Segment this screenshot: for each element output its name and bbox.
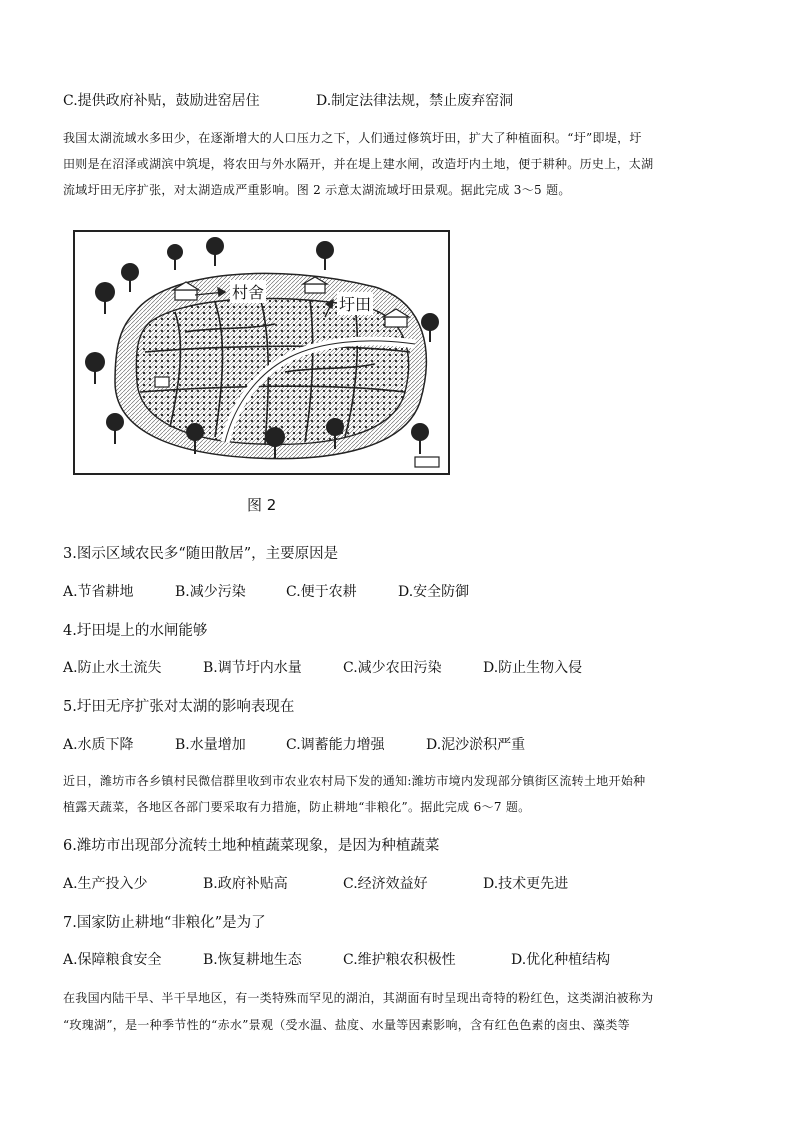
passage1-line1: 我国太湖流域水多田少，在逐渐增大的人口压力之下，人们通过修筑圩田，扩大了种植面积。“圩”即堤，圩 [63,131,642,145]
label-polder: 圩田 [337,292,373,315]
figure-caption: 图 2 [247,496,277,514]
question-7-option-d[interactable]: D.优化种植结构 [511,952,611,968]
question-4-option-d[interactable]: D.防止生物入侵 [483,660,583,676]
question-7-option-c[interactable]: C.维护粮农积极性 [343,952,456,968]
passage2-line1: 近日，潍坊市各乡镇村民微信群里收到市农业农村局下发的通知:潍坊市境内发现部分镇街区流转土地开始种 [63,774,646,788]
question-5-option-c[interactable]: C.调蓄能力增强 [286,737,385,753]
polder-illustration [75,232,448,473]
question-3-option-c[interactable]: C.便于农耕 [286,584,357,600]
polder-landscape-figure [73,230,450,475]
passage3-line1: 在我国内陆干旱、半干旱地区，有一类特殊而罕见的湖泊，其湖面有时呈现出奇特的粉红色，这类湖泊被称为 [63,991,654,1005]
question-7-option-b[interactable]: B.恢复耕地生态 [203,952,302,968]
question-6-option-b[interactable]: B.政府补贴高 [203,876,288,892]
question-5-option-b[interactable]: B.水量增加 [175,737,246,753]
option-d-prev: D.制定法律法规，禁止废弃窑洞 [316,93,514,109]
label-village: 村舍 [230,280,266,303]
question-6-stem: 6.潍坊市出现部分流转土地种植蔬菜现象，是因为种植蔬菜 [63,838,440,854]
question-5-option-d[interactable]: D.泥沙淤积严重 [426,737,526,753]
question-4-option-c[interactable]: C.减少农田污染 [343,660,442,676]
question-5-stem: 5.圩田无序扩张对太湖的影响表现在 [63,699,295,715]
question-4-option-a[interactable]: A.防止水土流失 [63,660,162,676]
question-4-stem: 4.圩田堤上的水闸能够 [63,623,208,639]
passage3-line2: “玫瑰湖”，是一种季节性的“赤水”景观（受水温、盐度、水量等因素影响，含有红色色素的卤虫、藻类等 [63,1018,630,1032]
question-3-option-a[interactable]: A.节省耕地 [63,584,134,600]
question-5-option-a[interactable]: A.水质下降 [63,737,134,753]
question-4-option-b[interactable]: B.调节圩内水量 [203,660,302,676]
question-3-option-b[interactable]: B.减少污染 [175,584,246,600]
question-6-option-a[interactable]: A.生产投入少 [63,876,148,892]
question-3-option-d[interactable]: D.安全防御 [398,584,470,600]
question-3-stem: 3.图示区域农民多“随田散居”，主要原因是 [63,546,339,562]
option-c-prev: C.提供政府补贴，鼓励进窑居住 [63,93,260,109]
question-7-option-a[interactable]: A.保障粮食安全 [63,952,162,968]
question-6-option-c[interactable]: C.经济效益好 [343,876,428,892]
passage2-line2: 植露天蔬菜，各地区各部门要采取有力措施，防止耕地“非粮化”。据此完成 6～7 题。 [63,800,531,814]
passage1-line3: 流域圩田无序扩张，对太湖造成严重影响。图 2 示意太湖流域圩田景观。据此完成 3～5 题。 [63,183,571,197]
question-6-option-d[interactable]: D.技术更先进 [483,876,569,892]
passage1-line2: 田则是在沼泽或湖滨中筑堤，将农田与外水隔开，并在堤上建水闸，改造圩内土地，便于耕种。历史上，太湖 [63,157,654,171]
question-7-stem: 7.国家防止耕地“非粮化”是为了 [63,915,266,931]
